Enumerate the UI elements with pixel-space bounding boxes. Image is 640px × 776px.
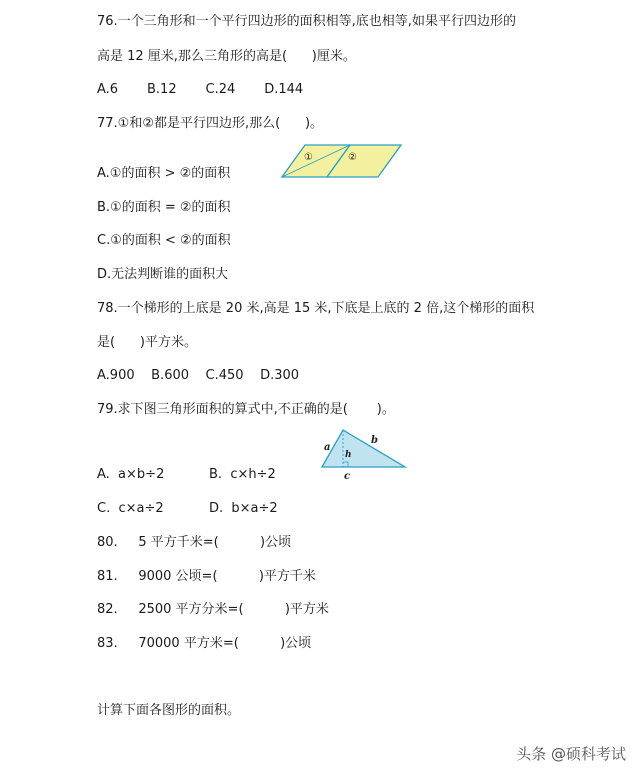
parallelogram-figure <box>280 141 404 181</box>
q79-option-c: C. c×a÷2 <box>97 501 164 516</box>
q83: 83. 70000 平方米=( )公顷 <box>97 636 312 651</box>
q77-option-b: B.①的面积 = ②的面积 <box>97 200 231 215</box>
q77-option-d: D.无法判断谁的面积大 <box>97 267 229 282</box>
triangle-label-c: c <box>344 471 351 482</box>
q78-options: A.900 B.600 C.450 D.300 <box>97 368 300 383</box>
q81: 81. 9000 公顷=( )平方千米 <box>97 569 316 584</box>
q80: 80. 5 平方千米=( )公顷 <box>97 535 292 550</box>
triangle-figure <box>314 424 410 482</box>
q79-stem: 79.求下图三角形面积的算式中,不正确的是( )。 <box>97 402 395 417</box>
watermark: 头条 @硕科考试 <box>516 745 626 763</box>
q79-option-b: B. c×h÷2 <box>209 467 276 482</box>
q79-option-a: A. a×b÷2 <box>97 467 165 482</box>
section-title: 计算下面各图形的面积。 <box>97 703 241 718</box>
q77-stem: 77.①和②都是平行四边形,那么( )。 <box>97 116 324 131</box>
q78-line2: 是( )平方米。 <box>97 335 197 350</box>
parallelogram-label-2: ② <box>348 152 357 163</box>
q77-option-c: C.①的面积 < ②的面积 <box>97 233 231 248</box>
q76-line2: 高是 12 厘米,那么三角形的高是( )厘米。 <box>97 49 356 64</box>
q78-line1: 78.一个梯形的上底是 20 米,高是 15 米,下底是上底的 2 倍,这个梯形的面积 <box>97 301 535 316</box>
triangle-label-h: h <box>345 450 352 460</box>
q76-line1: 76.一个三角形和一个平行四边形的面积相等,底也相等,如果平行四边形的 <box>97 14 516 29</box>
q77-option-a: A.①的面积 > ②的面积 <box>97 166 231 181</box>
parallelogram-label-1: ① <box>304 152 313 163</box>
triangle-label-b: b <box>371 435 378 446</box>
q76-options: A.6 B.12 C.24 D.144 <box>97 82 304 97</box>
q82: 82. 2500 平方分米=( )平方米 <box>97 602 329 617</box>
triangle-label-a: a <box>324 442 331 453</box>
q79-option-d: D. b×a÷2 <box>209 501 278 516</box>
triangle-shape <box>322 430 405 467</box>
